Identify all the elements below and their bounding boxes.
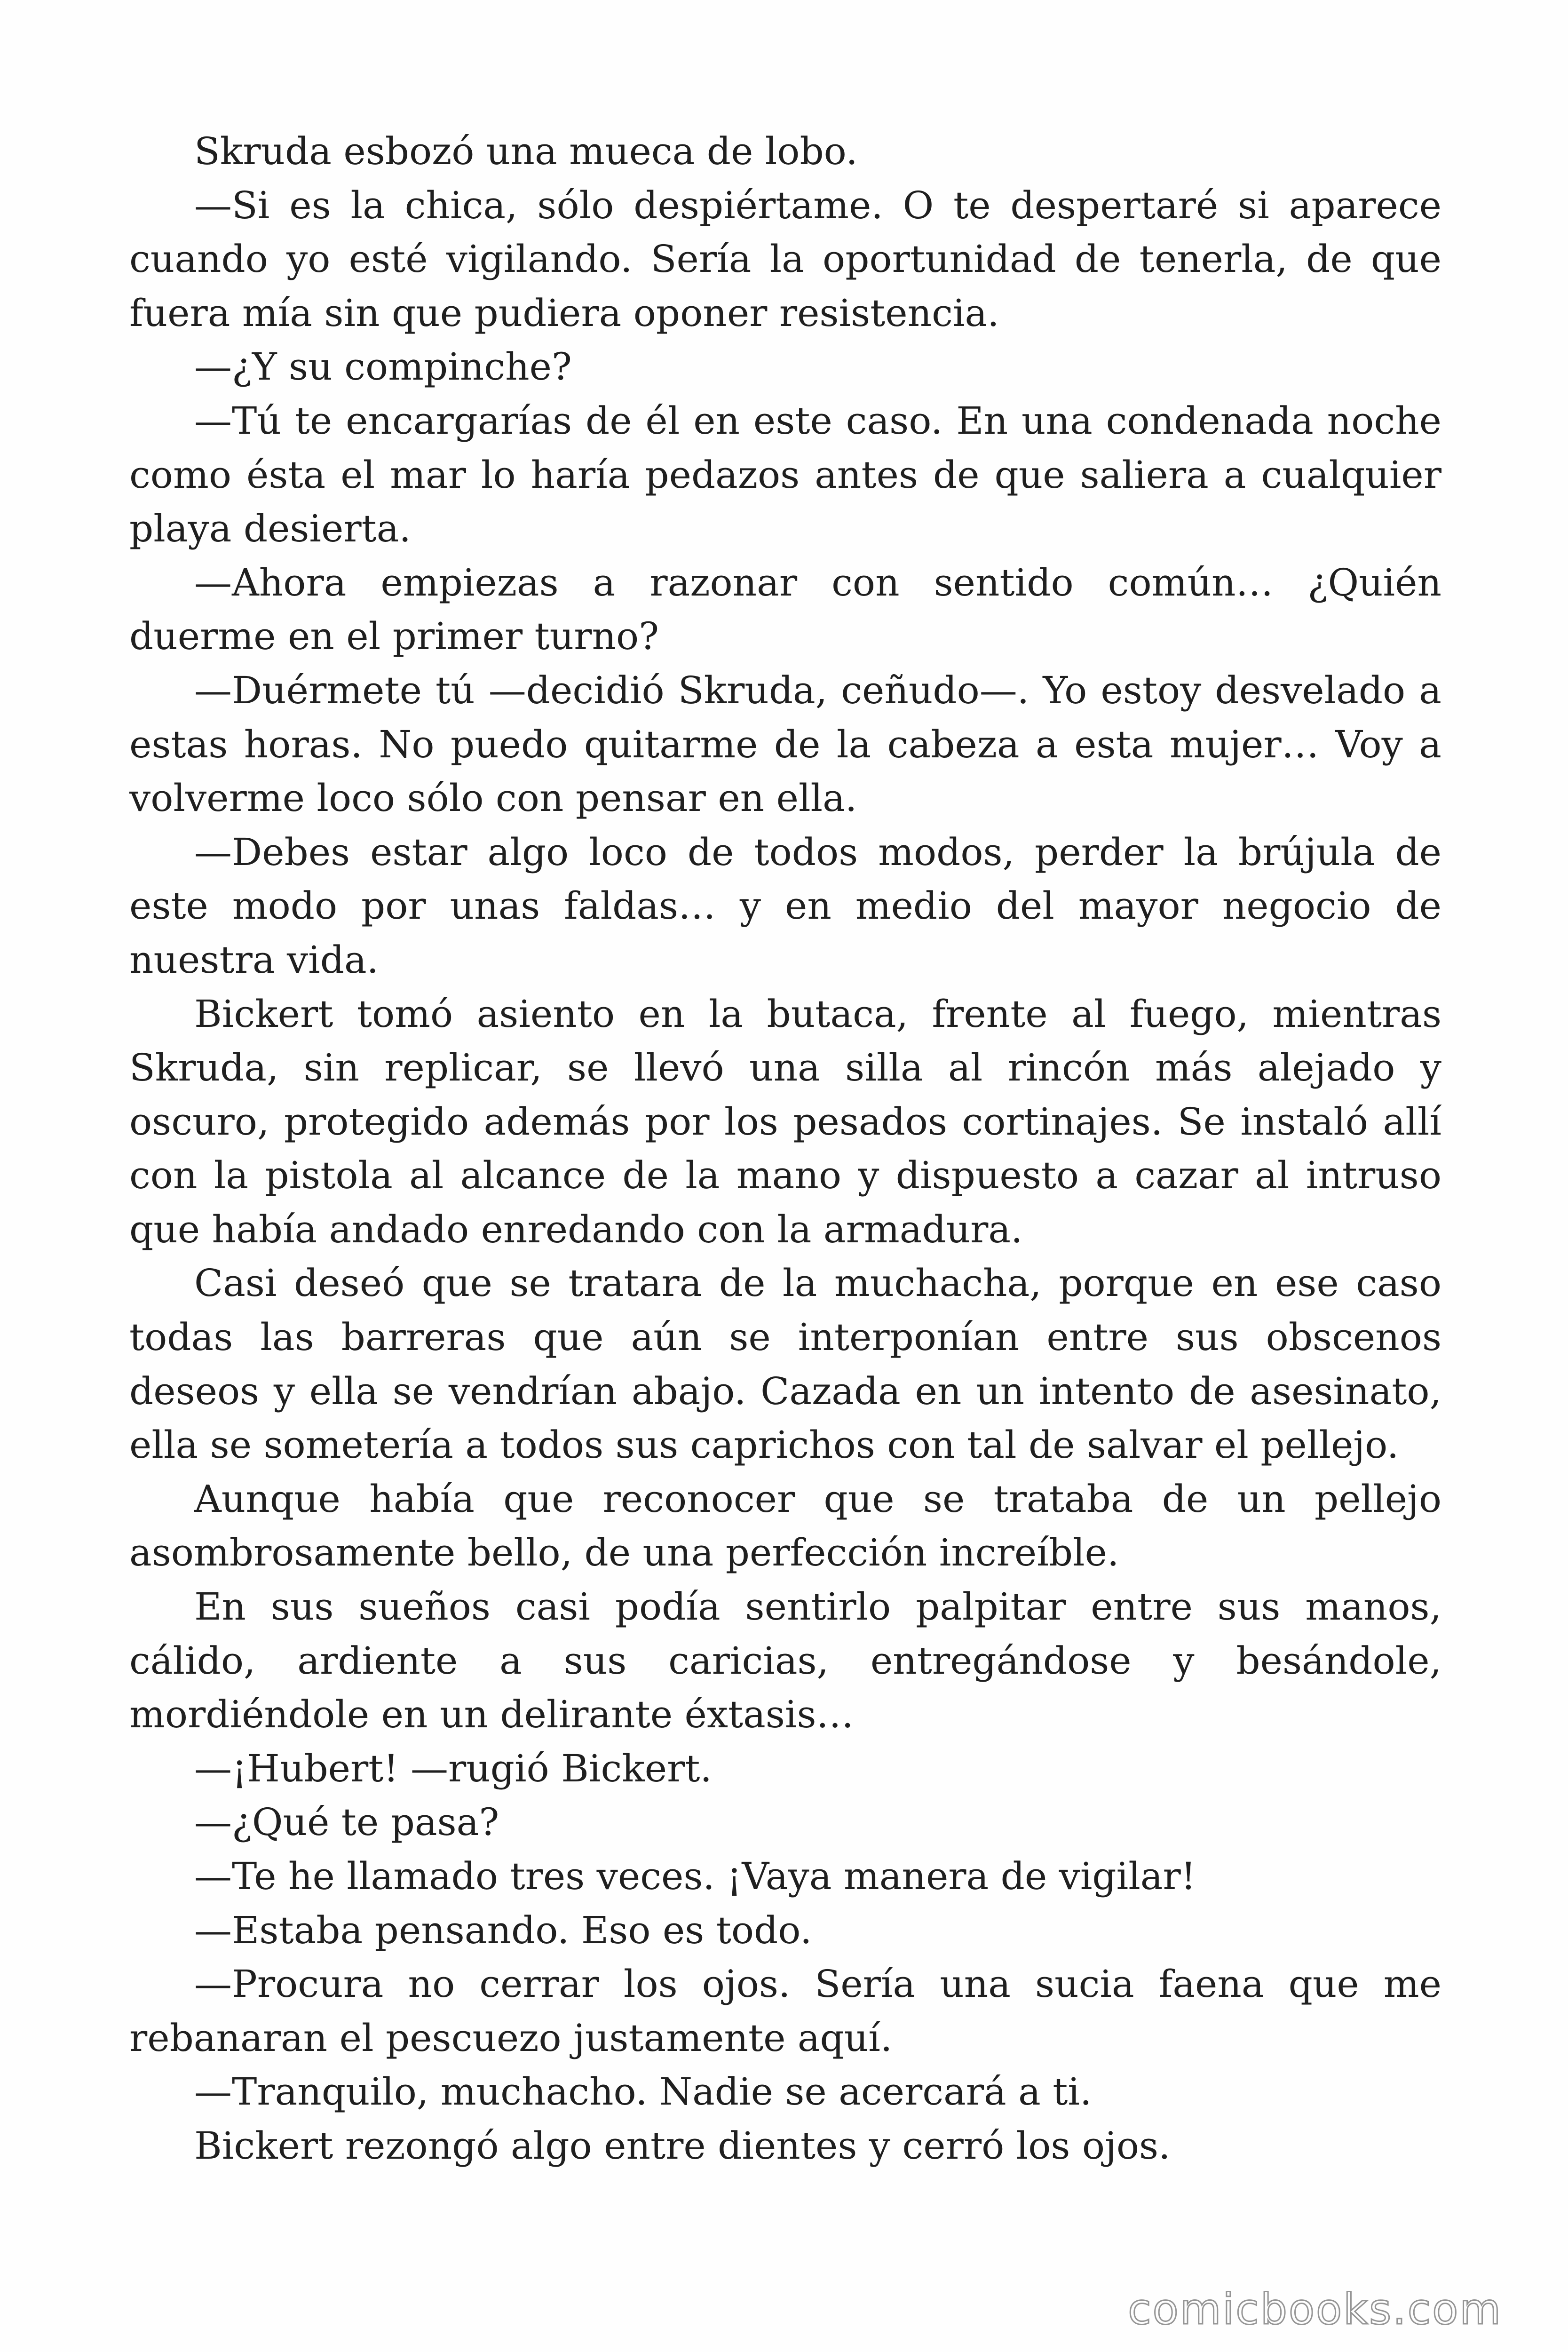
paragraph: —¿Y su compinche? — [194, 345, 572, 389]
body-text — [129, 125, 1441, 2173]
paragraph: —Debes estar algo loco de todos modos, perder la brújula de este modo por unas faldas… y en medio del mayor negocio de nuestra vida. — [129, 830, 1441, 982]
paragraph: Aunque había que reconocer que se trataba de un pellejo asombrosamente bello, de una perfección increíble. — [129, 1477, 1441, 1575]
paragraph: —Te he llamado tres veces. ¡Vaya manera de vigilar! — [194, 1854, 1196, 1898]
paragraph: —Si es la chica, sólo despiértame. O te despertaré si aparece cuando yo esté vigilando. Sería la oportunidad de tenerla, de que fuera mía sin que pudiera oponer resistencia. — [129, 183, 1441, 335]
paragraph: Skruda esbozó una mueca de lobo. — [194, 129, 858, 173]
watermark: comicbooks.com — [1128, 2285, 1502, 2334]
paragraph: Casi deseó que se tratara de la muchacha, porque en ese caso todas las barreras que aún se interponían entre sus obscenos deseos y ella se vendrían abajo. Cazada en un intento de asesinato, ella se sometería a todos sus caprichos con tal de salvar el pellejo. — [129, 1261, 1441, 1467]
paragraph: En sus sueños casi podía sentirlo palpitar entre sus manos, cálido, ardiente a sus caricias, entregándose y besándole, mordiéndole en un delirante éxtasis… — [129, 1585, 1441, 1737]
paragraph: —Procura no cerrar los ojos. Sería una sucia faena que me rebanaran el pescuezo justamente aquí. — [129, 1962, 1441, 2060]
paragraph: —Ahora empiezas a razonar con sentido común… ¿Quién duerme en el primer turno? — [129, 560, 1441, 659]
paragraph: —¡Hubert! —rugió Bickert. — [194, 1746, 712, 1790]
paragraph: —Tranquilo, muchacho. Nadie se acercará a ti. — [194, 2070, 1092, 2114]
paragraph: —Tú te encargarías de él en este caso. En una condenada noche como ésta el mar lo haría pedazos antes de que saliera a cualquier playa desierta. — [129, 398, 1441, 551]
paragraph: Bickert rezongó algo entre dientes y cerró los ojos. — [194, 2123, 1171, 2168]
paragraph: —Estaba pensando. Eso es todo. — [194, 1908, 812, 1952]
paragraph: —¿Qué te pasa? — [194, 1800, 499, 1844]
paragraph: Bickert tomó asiento en la butaca, frente al fuego, mientras Skruda, sin replicar, se llevó una silla al rincón más alejado y oscuro, protegido además por los pesados cortinajes. Se instaló allí con la pistola al alcance de la mano y dispuesto a cazar al intruso que había andado enredando con la armadura. — [129, 992, 1441, 1251]
paragraph: —Duérmete tú —decidió Skruda, ceñudo—. Yo estoy desvelado a estas horas. No puedo quitarme de la cabeza a esta mujer… Voy a volverme loco sólo con pensar en ella. — [129, 668, 1441, 820]
